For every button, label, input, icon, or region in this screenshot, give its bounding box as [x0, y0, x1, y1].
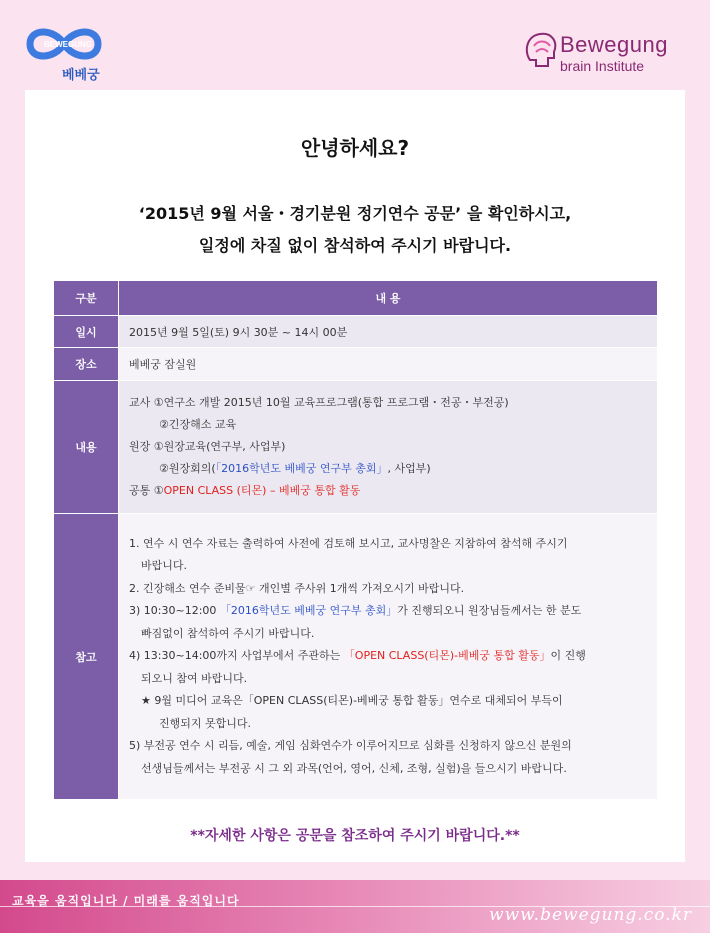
note-3-post: 가 진행되오니 원장님들께서는 한 분도	[397, 604, 582, 618]
table-header-row	[54, 281, 658, 316]
table-row-content	[54, 381, 658, 514]
header-category: 구분	[54, 281, 119, 316]
intro-text	[25, 198, 685, 262]
greeting-heading: 안녕하세요?	[300, 136, 410, 160]
label-content: 내용	[54, 381, 119, 514]
note-1-line-1: 1. 연수 시 연수 자료는 출력하여 사전에 검토해 보시고, 교사명찰은 지참하여 참석해 주시기	[129, 536, 568, 550]
infinity-logo-icon	[24, 24, 104, 64]
banner-slogan: 교육을 움직입니다 / 미래를 움직입니다	[12, 894, 240, 908]
note-3-pre: 3) 10:30~12:00	[129, 604, 220, 618]
content-line-4-post: , 사업부)	[387, 462, 431, 475]
note-4-star-line-1: ★ 9월 미디어 교육은「OPEN CLASS(티몬)-베베궁 통합 활동」연수로 대체되어 부득이	[141, 694, 563, 708]
bewegung-logo-left	[24, 24, 114, 84]
intro-line-1: ‘2015년 9월 서울・경기분원 정기연수 공문’ 을 확인하시고,	[138, 204, 572, 223]
schedule-table	[53, 280, 658, 800]
label-date: 일시	[54, 316, 119, 348]
content-line-3: 원장 ①원장교육(연구부, 사업부)	[129, 440, 286, 453]
label-notes: 참고	[54, 514, 119, 800]
brain-head-icon	[524, 30, 558, 70]
right-logo-subtitle: brain Institute	[560, 58, 645, 74]
bewegung-brain-logo	[524, 30, 684, 80]
website-link[interactable]: www.bewegung.co.kr	[489, 905, 692, 925]
left-logo-korean: 베베궁	[62, 68, 100, 83]
bottom-banner	[0, 880, 710, 933]
right-logo-title: Bewegung	[560, 32, 668, 57]
value-place: 베베궁 잠실원	[119, 348, 658, 381]
table-row-place	[54, 348, 658, 381]
note-4-star-line-2: 진행되지 못합니다.	[159, 716, 252, 730]
note-5-line-2: 선생님들께서는 부전공 시 그 외 과목(언어, 영어, 신체, 조형, 실험)을 들으시기 바랍니다.	[141, 761, 567, 775]
content-line-2: ②긴장해소 교육	[159, 418, 237, 431]
content-line-5	[129, 480, 647, 502]
content-line-4-pre: ②원장회의(	[159, 462, 216, 475]
table-row-notes	[54, 514, 658, 800]
note-4-highlight: 「OPEN CLASS(티몬)-베베궁 통합 활동」	[343, 649, 551, 663]
header-content: 내 용	[119, 281, 658, 316]
research-assembly-highlight: 「2016학년도 베베궁 연구부 총회」	[215, 462, 388, 475]
intro-line-2: 일정에 차질 없이 참석하여 주시기 바랍니다.	[198, 236, 512, 255]
label-place: 장소	[54, 348, 119, 381]
value-content	[119, 381, 658, 514]
note-4-line-2: 되오니 참여 바랍니다.	[141, 671, 248, 685]
notice-card	[25, 90, 685, 862]
value-date: 2015년 9월 5일(토) 9시 30분 ~ 14시 00분	[119, 316, 658, 348]
table-row-date	[54, 316, 658, 348]
note-2: 2. 긴장해소 연수 준비물☞ 개인별 주사위 1개씩 가져오시기 바랍니다.	[129, 581, 465, 595]
note-3-line-1	[129, 600, 647, 623]
content-line-4	[129, 458, 647, 480]
footer-note: **자세한 사항은 공문을 참조하여 주시기 바랍니다.**	[190, 828, 520, 844]
note-5-line-1: 5) 부전공 연수 시 리듬, 예술, 게임 심화연수가 이루어지므로 심화를 신청하지 않으신 분원의	[129, 739, 572, 753]
note-4-line-1	[129, 645, 647, 668]
content-line-5-pre: 공통 ①	[129, 484, 164, 497]
content-line-1: 교사 ①연구소 개발 2015년 10월 교육프로그램(통합 프로그램・전공・부전공)	[129, 396, 509, 409]
value-notes	[119, 514, 658, 800]
open-class-highlight: OPEN CLASS (티몬) – 베베궁 통합 활동	[163, 484, 361, 497]
note-4-pre: 4) 13:30~14:00까지 사업부에서 주관하는	[129, 649, 344, 663]
note-4-post: 이 진행	[550, 649, 586, 663]
note-3-highlight: 「2016학년도 베베궁 연구부 총회」	[219, 604, 398, 618]
note-1-line-2: 바랍니다.	[141, 559, 188, 573]
note-3-line-2: 빠짐없이 참석하여 주시기 바랍니다.	[141, 626, 315, 640]
left-logo-text: BEWEGUNG	[44, 40, 92, 49]
